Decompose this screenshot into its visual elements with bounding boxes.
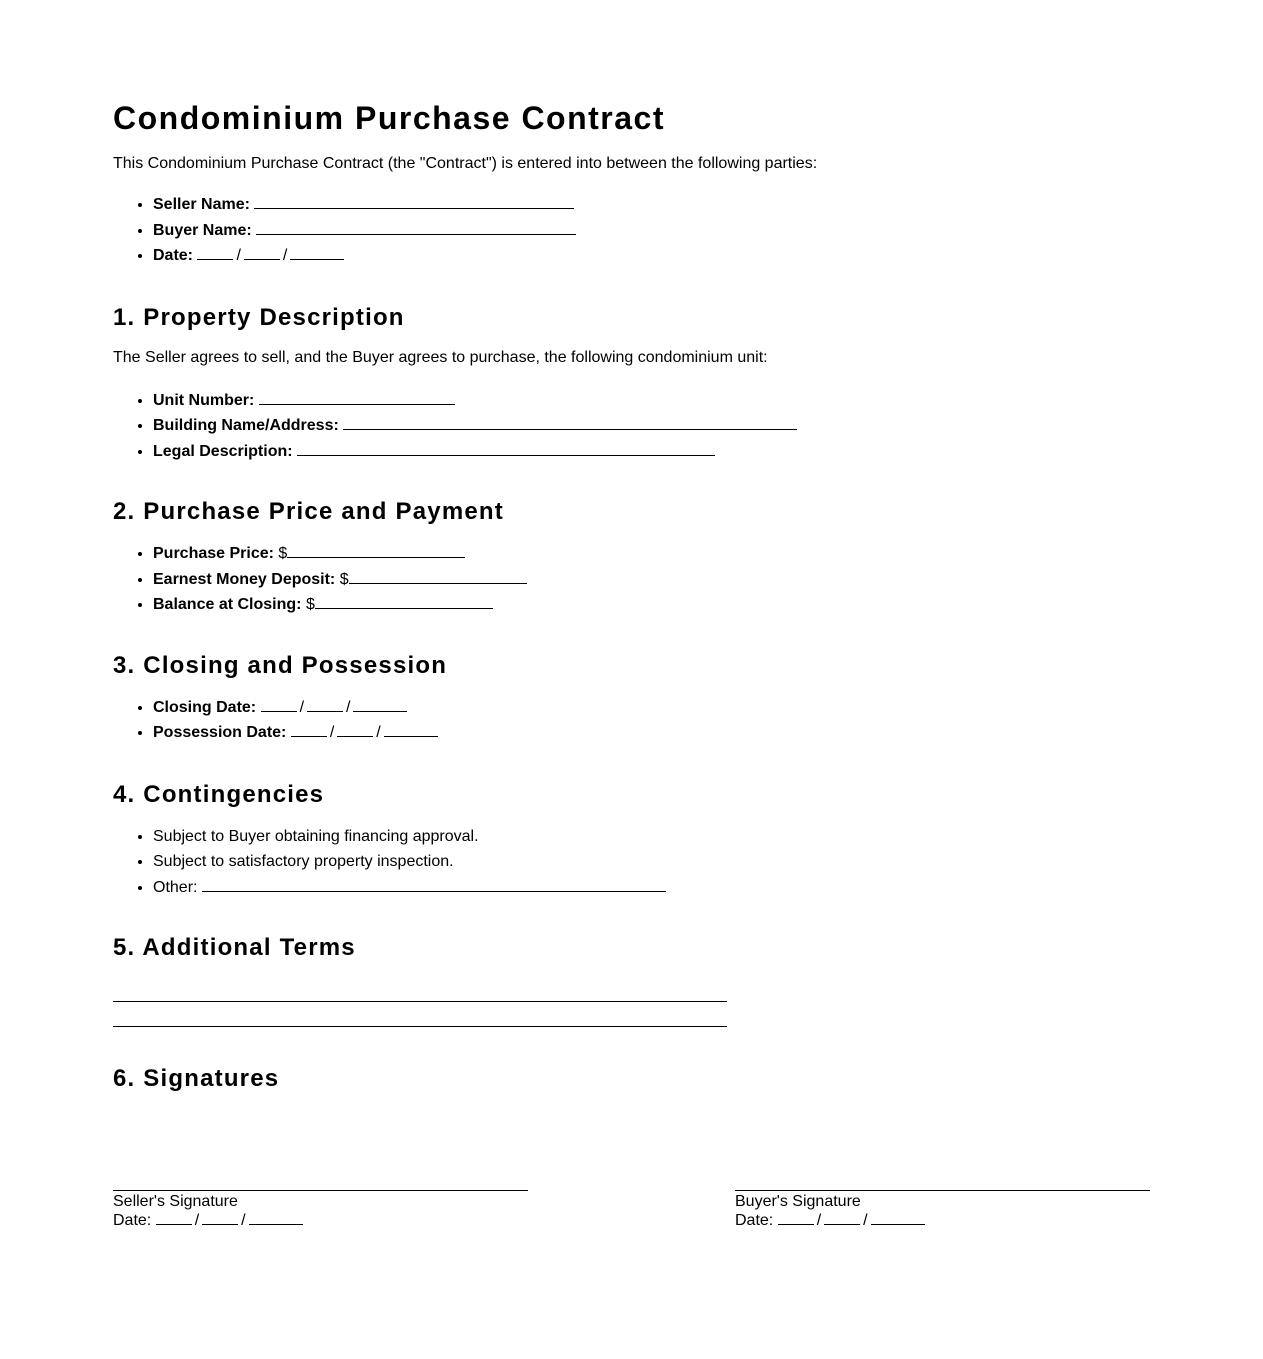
buyer-date-year-blank[interactable] <box>871 1211 925 1225</box>
date-separator: / <box>376 724 381 741</box>
date-separator: / <box>863 1212 868 1229</box>
price-list <box>113 541 1263 618</box>
possession-date-label: Possession Date: <box>153 724 287 741</box>
legal-description-blank[interactable] <box>297 442 715 456</box>
list-item-seller-name <box>153 192 1263 218</box>
date-day-blank[interactable] <box>244 246 280 260</box>
property-list <box>113 388 1263 465</box>
seller-name-label: Seller Name: <box>153 196 250 213</box>
list-item-other <box>153 875 1263 901</box>
purchase-price-label: Purchase Price: <box>153 545 274 562</box>
building-label: Building Name/Address: <box>153 417 339 434</box>
earnest-deposit-label: Earnest Money Deposit: <box>153 570 336 588</box>
unit-number-label: Unit Number: <box>153 391 255 409</box>
additional-terms-lines <box>113 989 1263 1027</box>
list-item-balance-closing <box>153 592 1263 618</box>
legal-description-label: Legal Description: <box>153 442 293 460</box>
list-item-unit-number <box>153 388 1263 414</box>
list-item-earnest-deposit <box>153 567 1263 593</box>
list-item-building <box>153 413 1263 439</box>
other-blank[interactable] <box>202 878 666 892</box>
closing-date-label: Closing Date: <box>153 698 257 716</box>
currency-symbol: $ <box>278 545 288 562</box>
date-label: Date: <box>153 247 194 264</box>
date-separator: / <box>241 1212 246 1229</box>
contingencies-list <box>113 824 1263 901</box>
section-heading-closing: 3. Closing and Possession <box>113 651 448 679</box>
list-item-date <box>153 243 1263 269</box>
buyer-name-label: Buyer Name: <box>153 221 252 239</box>
buyer-name-blank[interactable] <box>256 221 576 235</box>
section-heading-signatures: 6. Signatures <box>113 1065 280 1092</box>
date-month-blank[interactable] <box>197 246 233 260</box>
terms-blank-line-1[interactable] <box>113 989 727 1002</box>
balance-closing-label: Balance at Closing: <box>153 596 302 613</box>
buyer-signature-line[interactable] <box>735 1170 1150 1191</box>
purchase-price-blank[interactable] <box>287 544 465 558</box>
date-separator: / <box>346 698 351 716</box>
unit-number-blank[interactable] <box>259 391 455 405</box>
possession-day-blank[interactable] <box>337 723 373 737</box>
date-separator: / <box>194 1212 200 1229</box>
balance-closing-blank[interactable] <box>315 595 493 609</box>
seller-signature-date <box>113 1211 528 1230</box>
currency-symbol: $ <box>339 570 349 588</box>
buyer-date-month-blank[interactable] <box>778 1211 814 1225</box>
closing-year-blank[interactable] <box>353 698 407 712</box>
buyer-signature-date <box>735 1211 1150 1230</box>
buyer-date-label: Date: <box>735 1212 774 1229</box>
list-item-financing: • Subject to Buyer obtaining financing approval. <box>153 824 1263 850</box>
date-separator: / <box>282 247 288 264</box>
date-separator: / <box>329 724 335 741</box>
closing-day-blank[interactable] <box>307 698 343 712</box>
section-heading-terms: 5. Additional Terms <box>113 934 356 961</box>
seller-date-day-blank[interactable] <box>202 1211 238 1225</box>
date-separator: / <box>816 1212 822 1229</box>
list-item-possession-date <box>153 720 1263 746</box>
buyer-signature-block <box>735 1170 1150 1230</box>
closing-month-blank[interactable] <box>261 698 297 712</box>
building-blank[interactable] <box>343 416 797 430</box>
date-separator: / <box>236 247 241 264</box>
date-year-blank[interactable] <box>290 246 344 260</box>
property-intro-text: The Seller agrees to sell, and the Buyer agrees to purchase, the following condominium unit: <box>113 348 768 366</box>
list-item-inspection: • Subject to satisfactory property inspection. <box>153 849 1263 875</box>
seller-signature-line[interactable] <box>113 1170 528 1191</box>
seller-date-label: Date: <box>113 1212 152 1229</box>
seller-signature-block <box>113 1170 528 1230</box>
signatures-area <box>113 1170 1150 1240</box>
section-heading-contingencies: 4. Contingencies <box>113 780 325 808</box>
possession-month-blank[interactable] <box>291 723 327 737</box>
buyer-date-day-blank[interactable] <box>824 1211 860 1225</box>
buyer-signature-caption: Buyer's Signature <box>735 1193 861 1210</box>
section-heading-property: 1. Property Description <box>113 303 405 331</box>
earnest-deposit-blank[interactable] <box>349 570 527 584</box>
seller-name-blank[interactable] <box>254 195 574 209</box>
intro-text: This Condominium Purchase Contract (the "Contract") is entered into between the following parties: <box>113 155 818 172</box>
parties-list <box>113 192 1263 269</box>
seller-date-month-blank[interactable] <box>156 1211 192 1225</box>
list-item-purchase-price <box>153 541 1263 567</box>
terms-blank-line-2[interactable] <box>113 1002 727 1027</box>
currency-symbol: $ <box>305 596 315 613</box>
seller-signature-caption: Seller's Signature <box>113 1193 238 1210</box>
closing-list <box>113 695 1263 746</box>
list-item-buyer-name <box>153 218 1263 244</box>
possession-year-blank[interactable] <box>384 723 438 737</box>
seller-date-year-blank[interactable] <box>249 1211 303 1225</box>
list-item-legal-description <box>153 439 1263 465</box>
other-label: Other: <box>153 878 198 896</box>
date-separator: / <box>299 698 305 716</box>
section-heading-price: 2. Purchase Price and Payment <box>113 498 504 525</box>
list-item-closing-date <box>153 695 1263 721</box>
page-title: Condominium Purchase Contract <box>113 100 665 136</box>
